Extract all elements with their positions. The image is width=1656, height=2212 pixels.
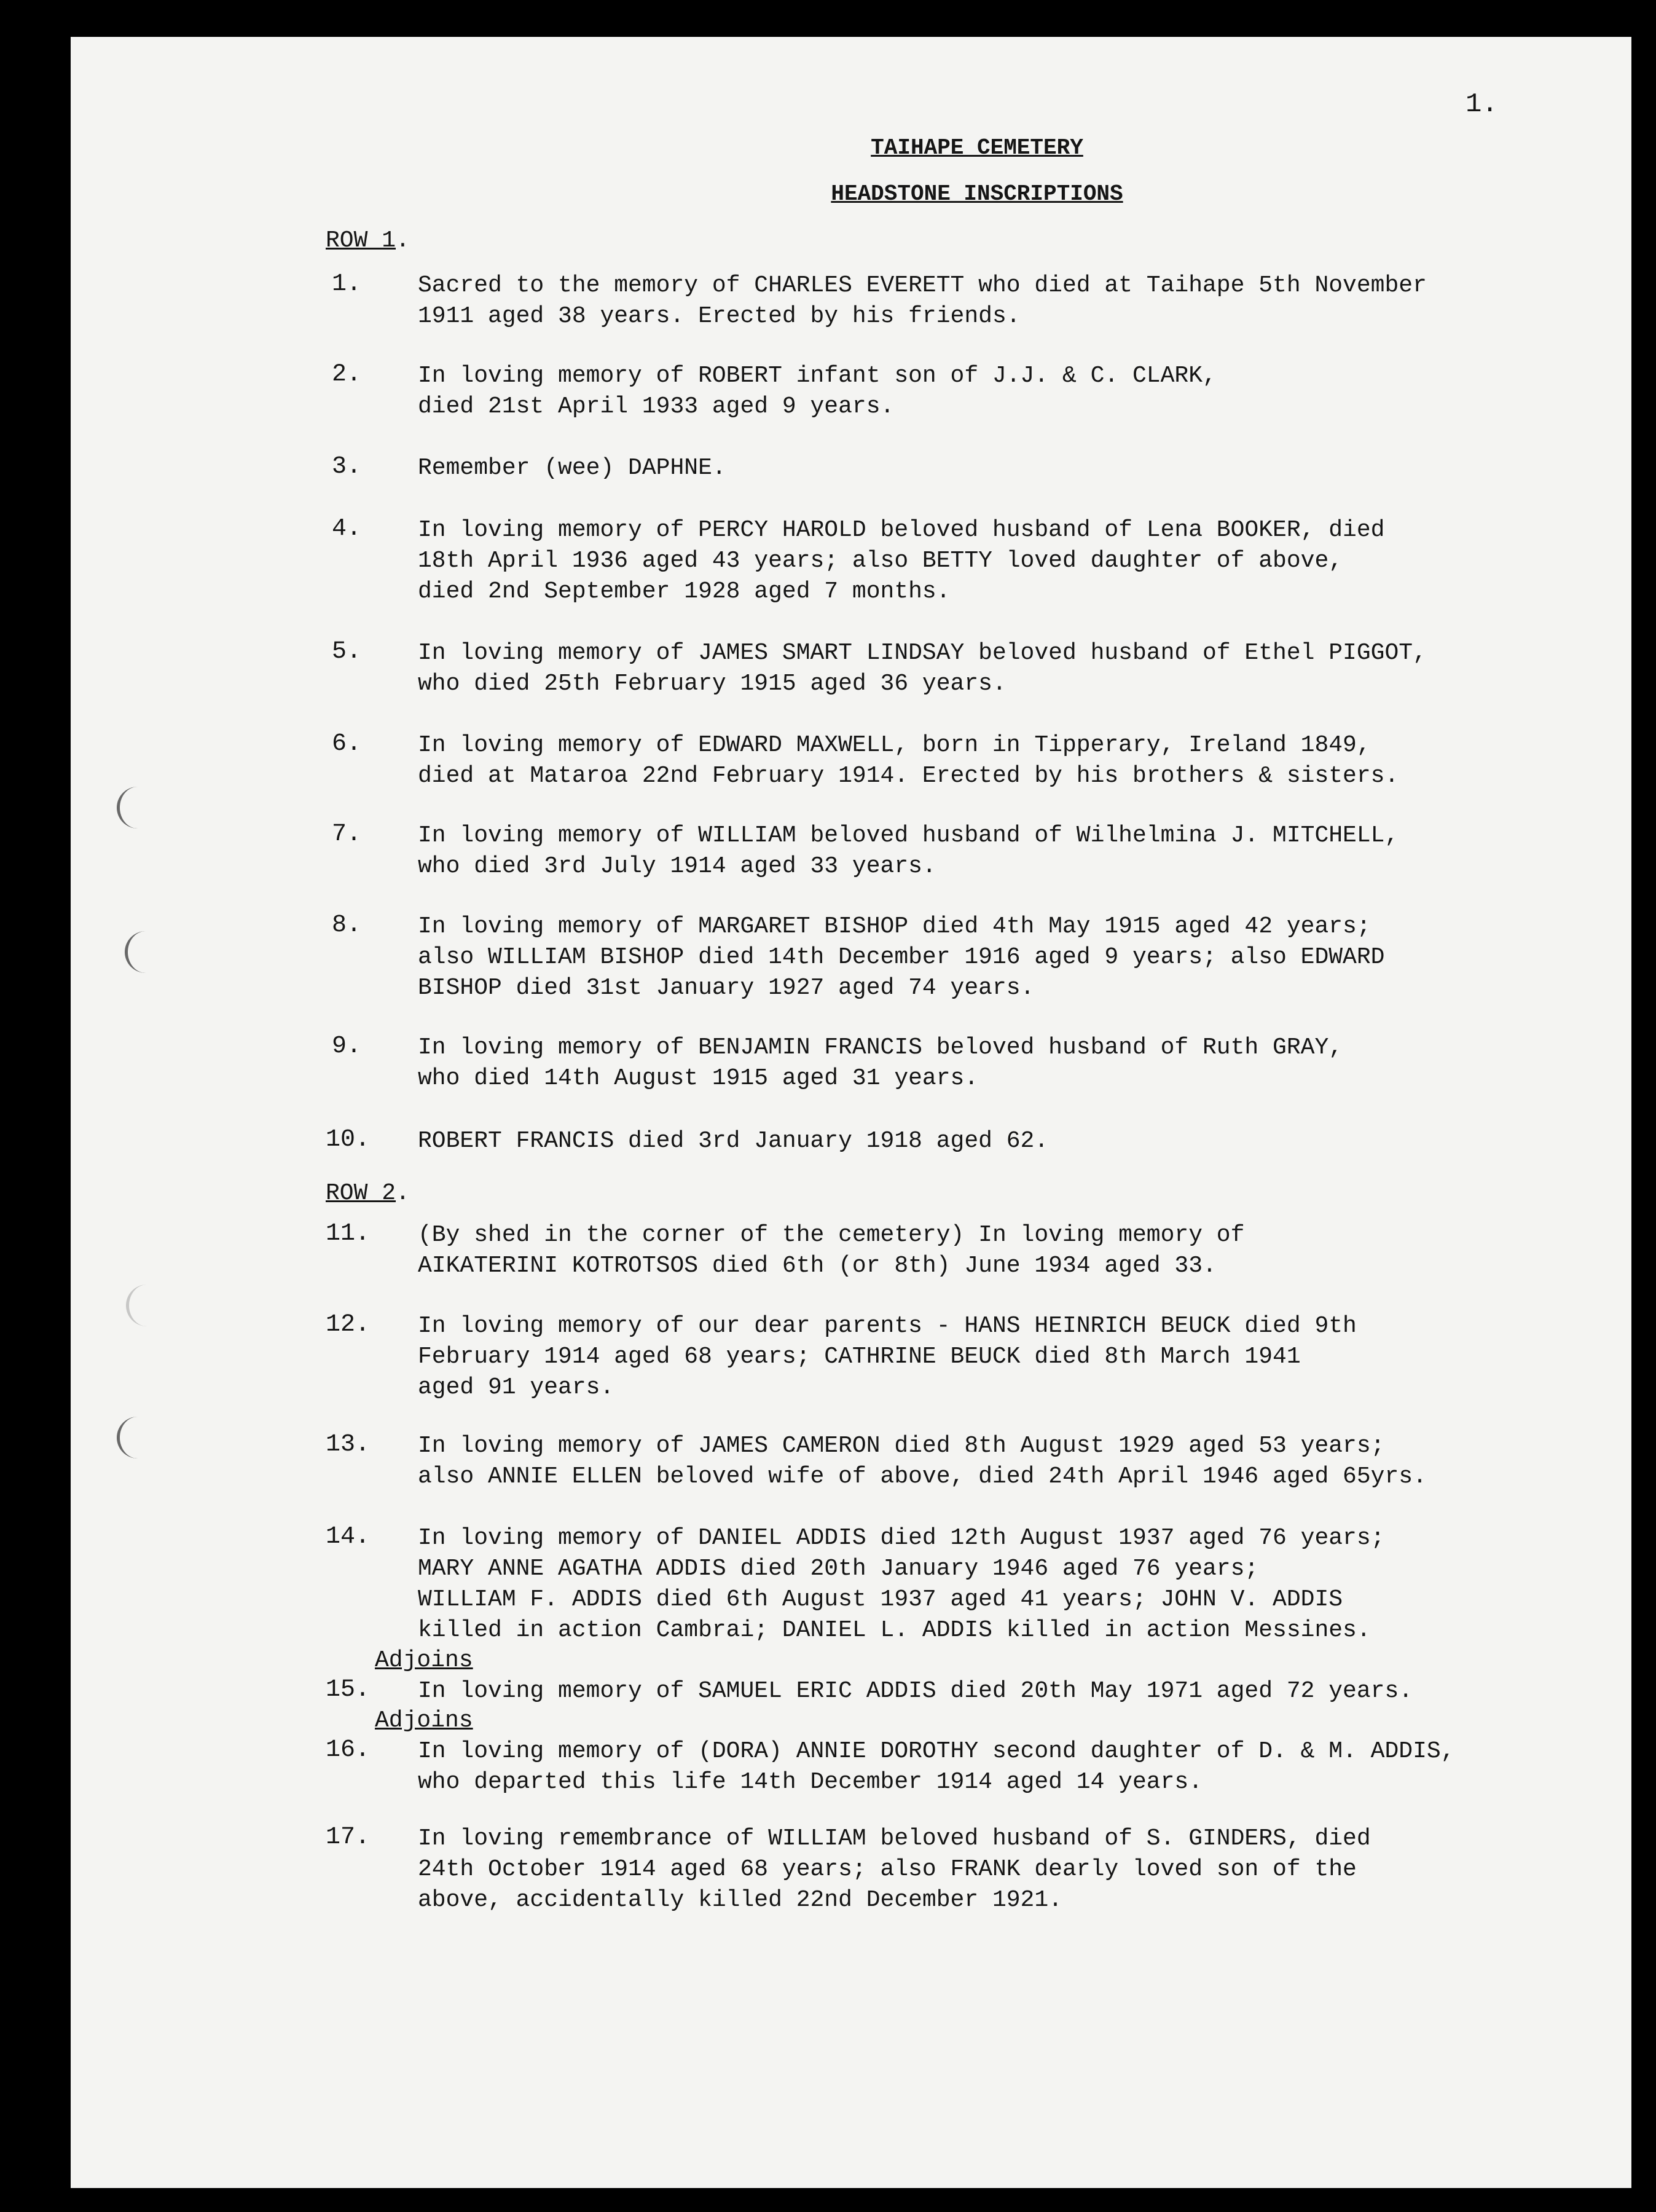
row-heading-label: ROW 2 xyxy=(326,1180,396,1206)
punch-hole xyxy=(117,787,141,829)
adjoins-note: Adjoins xyxy=(375,1707,473,1734)
entry-text: In loving memory of PERCY HAROLD beloved husband of Lena BOOKER, died 18th April 1936 aged 43 years; also BETTY loved daughter of above, died 2nd September 1928 aged 7 months. xyxy=(418,517,1385,605)
entry-number: 11. xyxy=(326,1220,371,1248)
row-heading-1 xyxy=(326,227,410,254)
entry-number: 3. xyxy=(332,453,362,481)
entry-text: In loving memory of BENJAMIN FRANCIS beloved husband of Ruth GRAY, who died 14th August 1915 aged 31 years. xyxy=(418,1034,1343,1092)
entry-text: In loving memory of JAMES CAMERON died 8th August 1929 aged 53 years; also ANNIE ELLEN beloved wife of above, died 24th April 1946 aged 65yrs. xyxy=(418,1433,1427,1490)
entry-number: 15. xyxy=(326,1676,371,1704)
entry-number: 8. xyxy=(332,911,362,939)
entry-text: In loving memory of WILLIAM beloved husband of Wilhelmina J. MITCHELL, who died 3rd July 1914 aged 33 years. xyxy=(418,822,1399,880)
entry-text: In loving memory of our dear parents - HANS HEINRICH BEUCK died 9th February 1914 aged 68 years; CATHRINE BEUCK died 8th March 1941 aged 91 years. xyxy=(418,1313,1357,1401)
page-number: 1. xyxy=(1466,89,1498,120)
entry-text: In loving memory of (DORA) ANNIE DOROTHY second daughter of D. & M. ADDIS, who departed this life 14th December 1914 aged 14 years. xyxy=(418,1738,1455,1795)
entry-number: 16. xyxy=(326,1736,371,1764)
document-subtitle: HEADSTONE INSCRIPTIONS xyxy=(831,181,1123,207)
entry-number: 13. xyxy=(326,1431,371,1458)
punch-hole xyxy=(125,931,149,973)
entry-number: 12. xyxy=(326,1311,371,1339)
entry-number: 7. xyxy=(332,821,362,848)
entry-number: 14. xyxy=(326,1523,371,1551)
entry-text: ROBERT FRANCIS died 3rd January 1918 aged 62. xyxy=(418,1128,1049,1154)
row-heading-suffix: . xyxy=(396,227,410,254)
entry-number: 9. xyxy=(332,1033,362,1060)
row-heading-2 xyxy=(326,1180,410,1206)
document-page xyxy=(71,37,1631,2188)
entry-text: (By shed in the corner of the cemetery) In loving memory of AIKATERINI KOTROTSOS died 6th (or 8th) June 1934 aged 33. xyxy=(418,1222,1245,1279)
punch-hole xyxy=(117,1417,141,1458)
entry-number: 17. xyxy=(326,1824,371,1851)
entry-text: In loving memory of MARGARET BISHOP died 4th May 1915 aged 42 years; also WILLIAM BISHOP died 14th December 1916 aged 9 years; also EDWARD BISHOP died 31st January 1927 aged 74 years. xyxy=(418,913,1385,1001)
entry-text: Sacred to the memory of CHARLES EVERETT who died at Taihape 5th November 1911 aged 38 years. Erected by his friends. xyxy=(418,272,1427,329)
entry-number: 6. xyxy=(332,730,362,758)
entry-text: In loving memory of SAMUEL ERIC ADDIS died 20th May 1971 aged 72 years. xyxy=(418,1678,1413,1704)
entry-text: In loving memory of EDWARD MAXWELL, born in Tipperary, Ireland 1849, died at Mataroa 22nd February 1914. Erected by his brothers & sisters. xyxy=(418,732,1399,789)
entry-text: In loving memory of DANIEL ADDIS died 12th August 1937 aged 76 years; MARY ANNE AGATHA ADDIS died 20th January 1946 aged 76 years; WILLIAM F. ADDIS died 6th August 1937 aged 41 years; JOHN V. ADDIS killed in action Cambrai; DANIEL L. ADDIS killed in action Messines. xyxy=(418,1525,1385,1643)
entry-number: 4. xyxy=(332,515,362,543)
adjoins-note: Adjoins xyxy=(375,1647,473,1674)
row-heading-suffix: . xyxy=(396,1180,410,1206)
entry-number: 2. xyxy=(332,361,362,388)
entry-text: In loving memory of ROBERT infant son of J.J. & C. CLARK, died 21st April 1933 aged 9 years. xyxy=(418,363,1217,420)
entry-number: 10. xyxy=(326,1126,371,1154)
entry-text: Remember (wee) DAPHNE. xyxy=(418,455,726,481)
entry-number: 1. xyxy=(332,270,362,298)
entry-text: In loving memory of JAMES SMART LINDSAY beloved husband of Ethel PIGGOT, who died 25th February 1915 aged 36 years. xyxy=(418,640,1427,697)
document-title: TAIHAPE CEMETERY xyxy=(871,135,1083,160)
punch-hole xyxy=(126,1285,150,1326)
row-heading-label: ROW 1 xyxy=(326,227,396,254)
entry-number: 5. xyxy=(332,638,362,666)
entry-text: In loving remembrance of WILLIAM beloved husband of S. GINDERS, died 24th October 1914 aged 68 years; also FRANK dearly loved son of the above, accidentally killed 22nd December 1921. xyxy=(418,1825,1371,1913)
